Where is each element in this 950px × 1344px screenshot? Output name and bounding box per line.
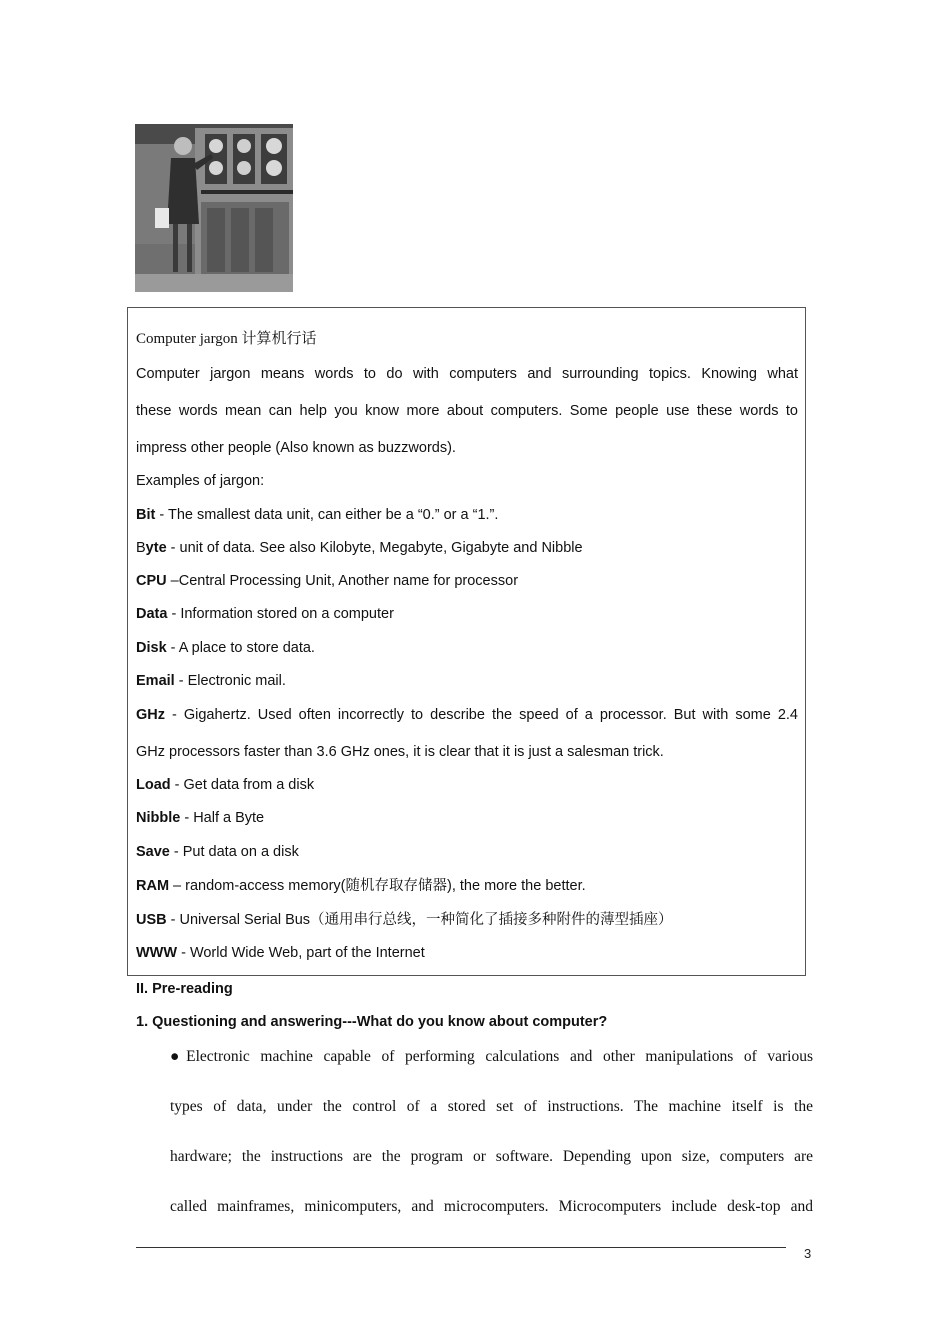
page-number: 3 xyxy=(804,1246,812,1261)
jargon-term: USB xyxy=(136,912,167,928)
jargon-definition: – random-access memory(随机存取存储器), the more the better. xyxy=(169,878,586,894)
jargon-item xyxy=(136,808,798,828)
jargon-term: Bit xyxy=(136,507,156,523)
jargon-definition: - Gigahertz. Used often incorrectly to describe the speed of a processor. But with some 2.4 xyxy=(165,707,798,723)
jargon-item xyxy=(136,842,798,862)
jargon-item xyxy=(136,876,798,896)
jargon-definition: - The smallest data unit, can either be a “0.” or a “1.”. xyxy=(155,507,499,523)
jargon-term: GHz xyxy=(136,707,165,723)
jargon-item xyxy=(136,671,798,691)
jargon-definition: –Central Processing Unit, Another name for processor xyxy=(166,573,519,589)
answer-line-1 xyxy=(170,1047,813,1067)
answer-line-4: called mainframes, minicomputers, and microcomputers. Microcomputers include desk-top and xyxy=(170,1198,813,1215)
jargon-item xyxy=(136,638,798,658)
jargon-item xyxy=(136,604,798,624)
jargon-term: Data xyxy=(136,606,168,622)
jargon-term: WWW xyxy=(136,945,178,961)
jargon-definition: - Get data from a disk xyxy=(170,777,315,793)
jargon-item xyxy=(136,505,798,525)
section-heading xyxy=(136,979,798,999)
jargon-term: Email xyxy=(136,673,175,689)
jargon-item xyxy=(136,538,798,558)
examples-heading: Examples of jargon: xyxy=(136,473,265,489)
jargon-item xyxy=(136,910,798,930)
jargon-definition: - Half a Byte xyxy=(180,810,265,826)
jargon-definition: - A place to store data. xyxy=(166,640,315,656)
section-heading-text: II. Pre-reading xyxy=(136,981,233,997)
computer-room-photo xyxy=(135,124,293,292)
bullet-icon: ● xyxy=(170,1048,187,1065)
jargon-item-continuation: GHz processors faster than 3.6 GHz ones, it is clear that it is just a salesman trick. xyxy=(136,744,664,760)
jargon-term: Save xyxy=(136,844,170,860)
jargon-item xyxy=(136,571,798,591)
question-heading-text: 1. Questioning and answering---What do you know about computer? xyxy=(136,1014,608,1030)
jargon-definition: - unit of data. See also Kilobyte, Megabyte, Gigabyte and Nibble xyxy=(166,540,583,556)
jargon-title: Computer jargon 计算机行话 xyxy=(136,331,317,347)
jargon-term: RAM xyxy=(136,878,170,894)
footer-rule xyxy=(136,1247,786,1248)
jargon-definition: - Information stored on a computer xyxy=(167,606,394,622)
answer-text: Electronic machine capable of performing calculations and other manipulations of various xyxy=(186,1048,813,1065)
jargon-definition: - Universal Serial Bus（通用串行总线，一种简化了插接多种附件的薄型插座） xyxy=(166,912,673,928)
jargon-definition: - Electronic mail. xyxy=(174,673,286,689)
jargon-term: Disk xyxy=(136,640,167,656)
answer-line-2: types of data, under the control of a stored set of instructions. The machine itself is the xyxy=(170,1098,813,1115)
jargon-intro-line-2: these words mean can help you know more about computers. Some people use these words to xyxy=(136,403,798,419)
jargon-intro-line-3: impress other people (Also known as buzzwords). xyxy=(136,440,456,456)
jargon-definition: - World Wide Web, part of the Internet xyxy=(177,945,425,961)
jargon-item xyxy=(136,705,798,725)
jargon-term-prefix: B xyxy=(136,540,146,556)
jargon-item xyxy=(136,943,798,963)
jargon-definition: - Put data on a disk xyxy=(169,844,299,860)
jargon-intro-line-1: Computer jargon means words to do with computers and surrounding topics. Knowing what xyxy=(136,366,798,382)
jargon-term: yte xyxy=(145,540,167,556)
question-heading xyxy=(136,1012,798,1032)
jargon-term: CPU xyxy=(136,573,167,589)
answer-line-3: hardware; the instructions are the program or software. Depending upon size, computers are xyxy=(170,1148,813,1165)
jargon-term: Load xyxy=(136,777,171,793)
jargon-item xyxy=(136,775,798,795)
jargon-term: Nibble xyxy=(136,810,181,826)
